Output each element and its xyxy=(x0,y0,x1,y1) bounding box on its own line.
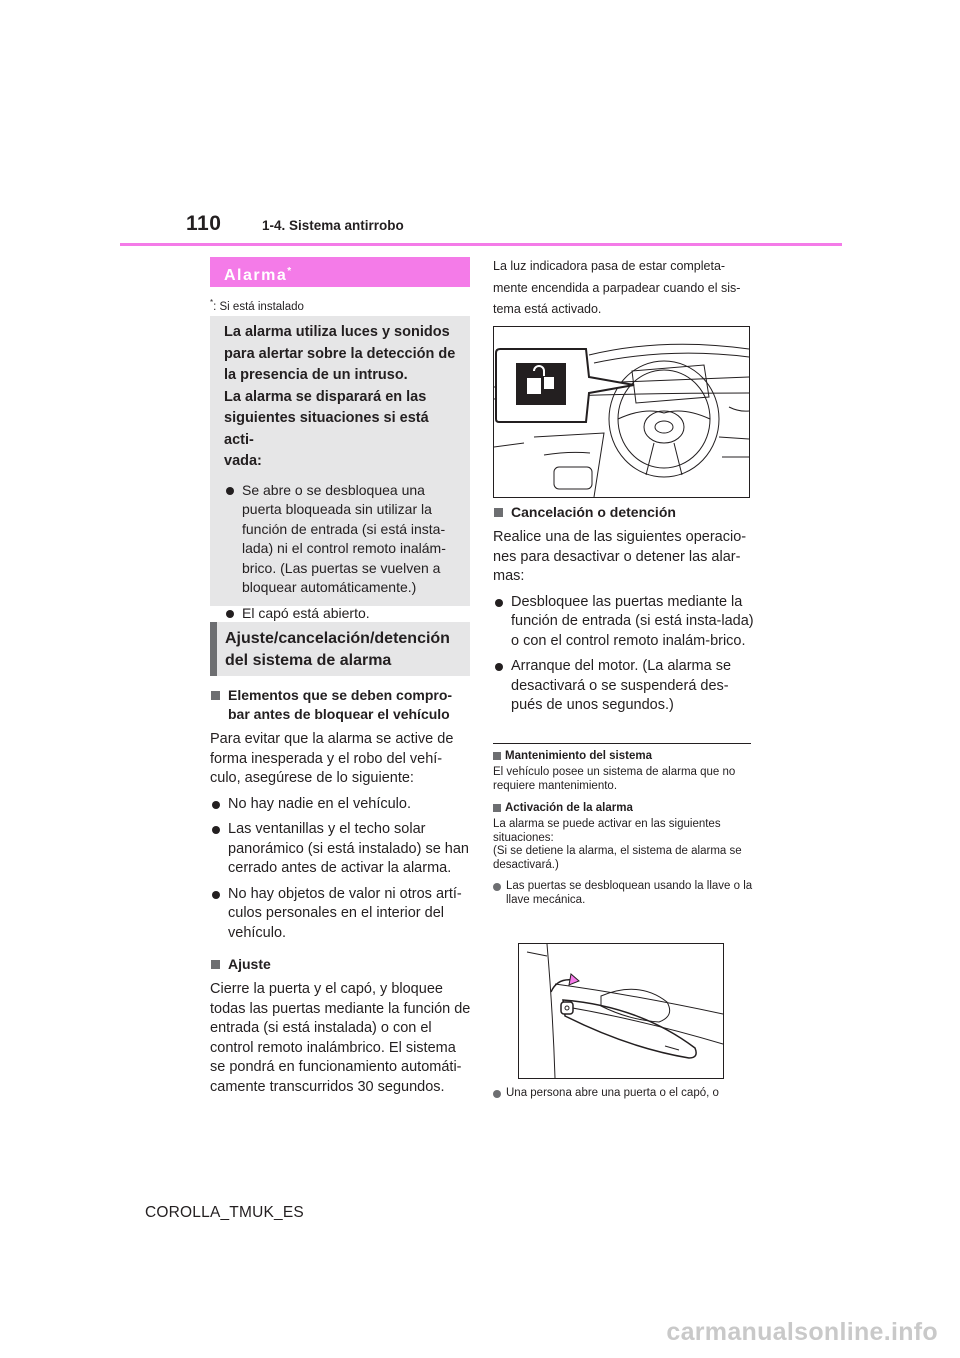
alarm-intro xyxy=(224,322,460,473)
dashboard-drawing xyxy=(494,327,749,497)
adjust-heading xyxy=(210,622,470,676)
document-code: COROLLA_TMUK_ES xyxy=(145,1204,304,1221)
section-title: 1-4. Sistema antirrobo xyxy=(262,218,404,233)
alarm-info-box xyxy=(210,316,470,621)
items-check-intro: Para evitar que la alarma se active de forma inesperada y el robo del vehí-culo, asegúrese de lo siguiente: xyxy=(210,731,454,786)
alarm-intro-line: La alarma utiliza luces y sonidos xyxy=(224,324,450,340)
alarm-intro-line: vada: xyxy=(224,453,262,469)
adjust-heading-line: Ajuste/cancelación/detención xyxy=(225,630,450,647)
items-check-list xyxy=(210,795,472,944)
list-item: No hay objetos de valor ni otros artí-culos personales en el interior del vehículo. xyxy=(210,885,472,944)
list-item: Se abre o se desbloquea una puerta bloqueada sin utilizar la función de entrada (si está insta-lada) ni el control remoto inalám-brico. (Las puertas se vuelven a bloquear automáticamente.) xyxy=(224,481,460,598)
alarm-intro-line: siguientes situaciones si está acti- xyxy=(224,410,429,448)
activation-heading: Activación de la alarma xyxy=(493,801,755,816)
footnote xyxy=(210,298,304,313)
header-rule xyxy=(120,243,842,246)
list-item: Desbloquee las puertas mediante la función de entrada (si está insta-lada) o con el control remoto inalám-brico. xyxy=(493,593,755,652)
footnote-text: : Si está instalado xyxy=(213,300,304,313)
alarm-intro-line: para alertar sobre la detección de xyxy=(224,345,456,362)
alarm-intro-line: La alarma se disparará en las xyxy=(224,388,427,405)
alarm-heading xyxy=(210,257,470,287)
note-bullet: Una persona abre una puerta o el capó, o xyxy=(493,1087,755,1101)
items-check-heading: Elementos que se deben compro-bar antes de bloquear el vehículo xyxy=(210,686,472,724)
watermark: carmanualsonline.info xyxy=(666,1318,938,1346)
note-bullet: Las puertas se desbloquean usando la llave o la llave mecánica. xyxy=(493,880,755,907)
list-item: Las ventanillas y el techo solar panorámico (si está instalado) se han cerrado antes de activar la alarma. xyxy=(210,820,472,879)
door-handle-drawing xyxy=(519,944,723,1078)
left-body xyxy=(210,686,472,1103)
page-number: 110 xyxy=(186,212,222,235)
setting-heading: Ajuste xyxy=(210,955,472,974)
alarm-intro-line: la presencia de un intruso. xyxy=(224,367,408,383)
adjust-heading-line: del sistema de alarma xyxy=(225,652,392,669)
setting-text: Cierre la puerta y el capó, y bloquee todas las puertas mediante la función de entrada (si está instalada) o con el control remoto inalámbrico. El sistema se pondrá en funcionamiento automáti-camente transcurridos 30 segundos. xyxy=(210,981,471,1095)
notes-section xyxy=(493,749,755,913)
activation-text: La alarma se puede activar en las siguientes situaciones: xyxy=(493,818,721,844)
alarm-conditions-list xyxy=(224,481,460,624)
indicator-text: La luz indicadora pasa de estar completa-mente encendida a parpadear cuando el sis-tema está activado. xyxy=(493,259,741,316)
footnote-marker: * xyxy=(210,298,214,307)
list-item: Arranque del motor. (La alarma se desactivará o se suspenderá des-pués de unos segundos.) xyxy=(493,657,755,716)
maintenance-text: El vehículo posee un sistema de alarma que no requiere mantenimiento. xyxy=(493,766,736,792)
last-note xyxy=(493,1087,755,1107)
notes-divider xyxy=(493,743,751,744)
dashboard-illustration xyxy=(493,326,750,498)
cancel-intro: Realice una de las siguientes operacio-nes para desactivar o detener las alar-mas: xyxy=(493,529,747,584)
right-body xyxy=(493,503,755,722)
alarm-heading-marker: * xyxy=(287,266,292,277)
list-item: No hay nadie en el vehículo. xyxy=(210,795,472,815)
cancel-heading: Cancelación o detención xyxy=(493,503,755,522)
list-item: El capó está abierto. xyxy=(224,604,460,624)
alarm-heading-text: Alarma xyxy=(224,267,288,284)
door-handle-illustration xyxy=(518,943,724,1079)
cancel-list xyxy=(493,593,755,716)
activation-text-note: (Si se detiene la alarma, el sistema de alarma se desactivará.) xyxy=(493,845,742,871)
maintenance-heading: Mantenimiento del sistema xyxy=(493,749,755,764)
